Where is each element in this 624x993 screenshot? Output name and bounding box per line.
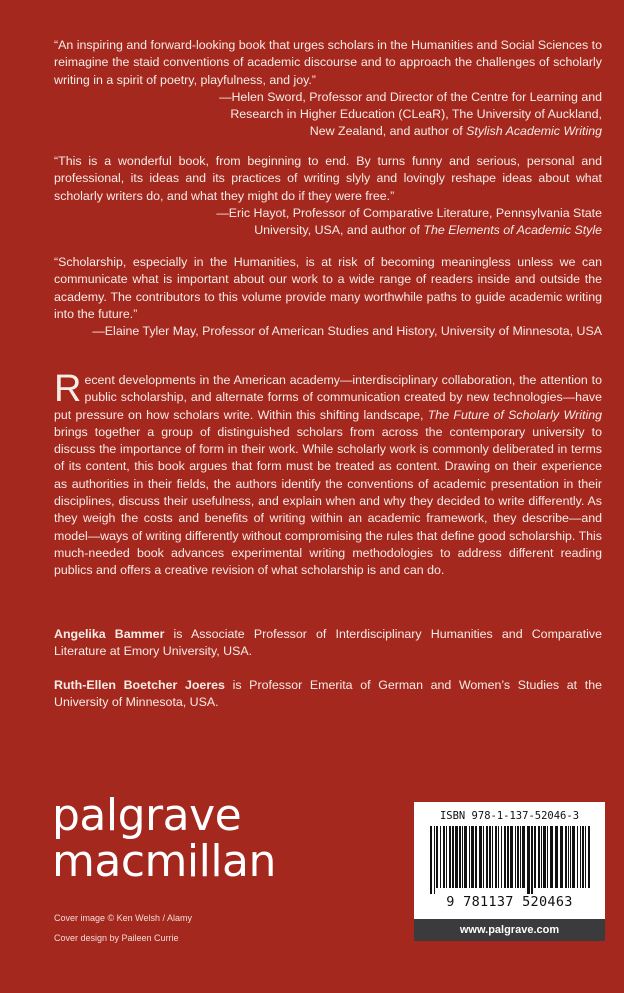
barcode-bars (420, 826, 599, 894)
barcode-bar (501, 826, 502, 888)
barcode-bar (462, 826, 463, 888)
barcode-bar (495, 826, 497, 888)
quote-text: “Scholarship, especially in the Humanities, is at risk of becoming meaningless unless we can communicate what is important about our work to a wide range of readers inside and outside the academy. The contributors to this volume provide many worthwhile paths to guide academic writing into the future.” (54, 255, 602, 321)
barcode-bar (436, 826, 438, 888)
barcode-bar (585, 826, 586, 888)
barcode-bar (434, 826, 435, 894)
barcode-bar (452, 826, 454, 888)
quote-text: “This is a wonderful book, from beginning to end. By turns funny and serious, personal and professional, its ideas and its practices of writing slyly and lovingly reshape ideas about what scholarly writers do, and what they might do if they were free.” (54, 154, 602, 203)
author-bio-1: Angelika Bammer is Associate Professor of Interdisciplinary Humanities and Comparative Literature at Emory University, USA. (54, 627, 602, 659)
barcode-bar (507, 826, 509, 888)
barcode-bar (568, 826, 569, 888)
isbn-digits: 9 781137 520463 (446, 894, 573, 910)
barcode-bar (469, 826, 470, 888)
isbn-barcode (414, 802, 605, 919)
barcode-bar (515, 826, 516, 888)
barcode-bar (443, 826, 445, 888)
cover-image-credit: Cover image © Ken Welsh / Alamy (54, 913, 193, 923)
book-title: The Future of Scholarly Writing (427, 407, 602, 422)
book-title: The Elements of Academic Style (423, 223, 602, 238)
barcode-bar (479, 826, 482, 888)
barcode-bar (520, 826, 521, 888)
barcode-bar (455, 826, 458, 888)
author-name: Ruth-Ellen Boetcher Joeres (54, 678, 225, 692)
barcode-bar (510, 826, 513, 888)
author-bio-2: Ruth-Ellen Boetcher Joeres is Professor Emerita of German and Women’s Studies at the University of Minnesota, USA. (54, 678, 602, 710)
drop-cap: R (54, 368, 82, 410)
barcode-bar (550, 826, 553, 888)
barcode-bar (440, 826, 441, 888)
barcode-bar (547, 826, 548, 888)
isbn-label: ISBN 978-1-137-52046-3 (439, 810, 580, 822)
barcode-bar (588, 826, 590, 888)
barcode-bar (531, 826, 533, 894)
barcode-bar (475, 826, 477, 888)
book-title: Stylish Academic Writing (466, 124, 602, 139)
endorsement-quote-1 (54, 37, 602, 141)
endorsement-quote-2 (54, 153, 602, 239)
barcode-bar (543, 826, 546, 888)
quote-attribution: —Helen Sword, Professor and Director of the Centre for Learning and Research in Higher Education (CLeaR), The University of Auckland, New Zealand, and author of Stylish Academic Writing (219, 89, 602, 139)
quote-attribution: —Elaine Tyler May, Professor of American Studies and History, University of Minnesota, USA (92, 324, 602, 339)
barcode-bar (471, 826, 474, 888)
barcode-bar (483, 826, 484, 888)
book-description: Recent developments in the American academy—interdisciplinary collaboration, the attention to public scholarship, and alternate forms of communication created by new technologies—have put pressure on how scholars write. Within this shifting landscape, The Future of Scholarly Writing brings together a group of distinguished scholars from across the contemporary university to discuss the importance of form in their work. While scholarly work is commonly deliberated in terms of its content, this book argues that form must be treated as content. Drawing on their experience as authorities in their fields, the authors identify the conventions of academic presentation in their disciplines, discuss their usefulness, and explain when and why they decided to write differently. As they weigh the costs and benefits of writing within an academic framework, they describe—and model—ways of writing differently without compromising the rules that define good scholarship. This much-needed book advances experimental writing methodologies to address different reading publics and offers a creative revision of what scholarship is and can do. (54, 368, 602, 578)
barcode-bar (459, 826, 461, 888)
barcode-bar (534, 826, 536, 888)
quote-attribution: —Eric Hayot, Professor of Comparative Literature, Pennsylvania State University, USA, and author of The Elements of Academic Style (216, 205, 602, 238)
barcode-bar (517, 826, 519, 888)
quote-text: “An inspiring and forward-looking book that urges scholars in the Humanities and Social Sciences to reimagine the staid conventions of academic discourse and to approach the challenges of scholarly writing in a spirit of poetry, playfulness, and joy.” (54, 38, 602, 87)
barcode-bar (570, 826, 571, 888)
cover-design-credit: Cover design by Paileen Currie (54, 933, 179, 943)
barcode-bar (522, 826, 525, 888)
barcode-bar (527, 826, 530, 894)
barcode-bar (498, 826, 499, 888)
barcode-bar (464, 826, 467, 888)
publisher-logo-line1: palgrave (52, 790, 242, 841)
barcode-bar (572, 826, 575, 888)
barcode-bar (565, 826, 567, 888)
barcode-bar (492, 826, 493, 888)
publisher-logo-line2: macmillan (52, 836, 276, 887)
barcode-bar (538, 826, 540, 888)
barcode-bar (446, 826, 447, 888)
barcode-bar (577, 826, 578, 888)
endorsement-quote-3 (54, 254, 602, 340)
publisher-website: www.palgrave.com (414, 919, 605, 941)
barcode-bar (430, 826, 432, 894)
barcode-bar (486, 826, 488, 888)
barcode-bar (555, 826, 558, 888)
barcode-bar (560, 826, 563, 888)
barcode-bar (580, 826, 581, 888)
barcode-bar (541, 826, 542, 888)
barcode-bar (504, 826, 506, 888)
barcode-bar (449, 826, 451, 888)
barcode-bar (582, 826, 584, 888)
author-name: Angelika Bammer (54, 627, 165, 641)
barcode-bar (489, 826, 491, 888)
